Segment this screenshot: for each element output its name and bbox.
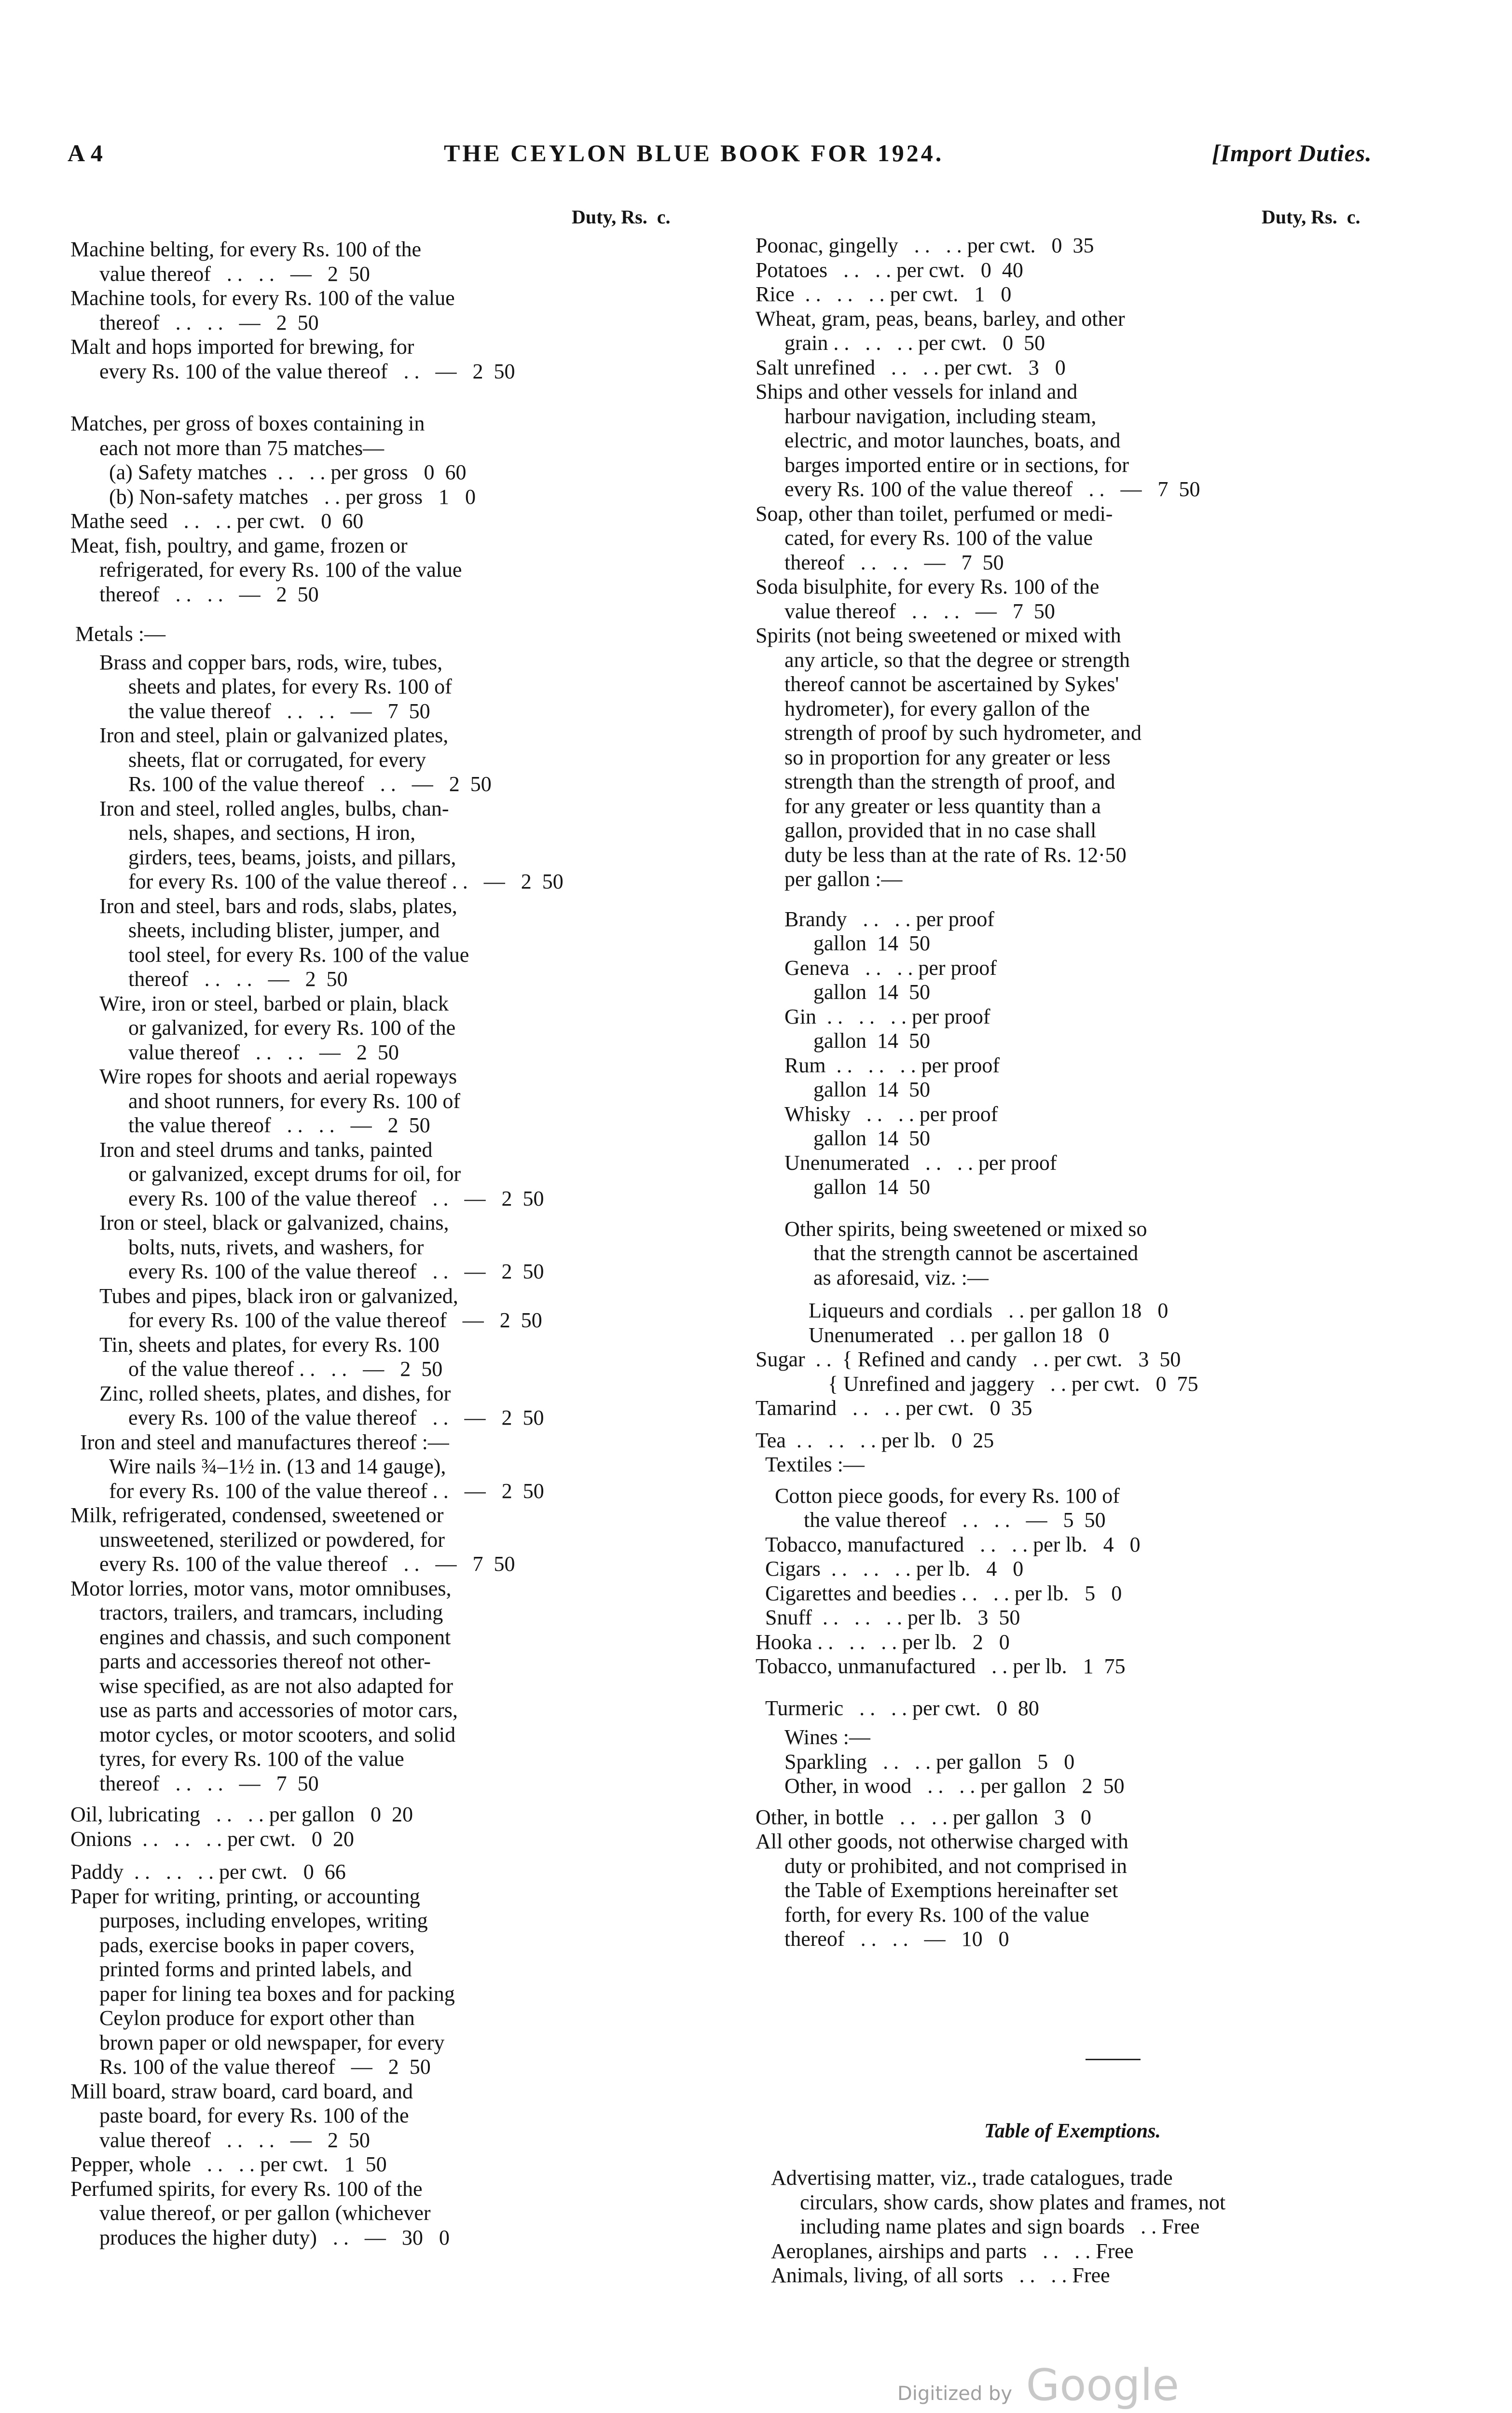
entry-line: Tubes and pipes, black iron or galvanized, [99, 1284, 458, 1308]
entry-line: Sparkling . . . . per gallon 5 0 [784, 1749, 1075, 1774]
entry-line: Brandy . . . . per proof [784, 907, 995, 931]
entry-line: the value thereof . . . . — 7 50 [128, 699, 430, 723]
entry-line: produces the higher duty) . . — 30 0 [99, 2225, 450, 2249]
entry-line: printed forms and printed labels, and [99, 1957, 412, 1981]
entry-line: the value thereof . . . . — 2 50 [128, 1113, 430, 1137]
entry-line: gallon 14 50 [813, 1175, 930, 1199]
entry-line: Iron and steel, bars and rods, slabs, plates, [99, 894, 457, 918]
entry-line: Other, in wood . . . . per gallon 2 50 [784, 1774, 1125, 1798]
entry-line: Hooka . . . . . . per lb. 2 0 [756, 1630, 1010, 1654]
entry-line: Iron and steel drums and tanks, painted [99, 1137, 433, 1162]
entry-line: Tamarind . . . . per cwt. 0 35 [756, 1396, 1032, 1420]
entry-line: sheets, flat or corrugated, for every [128, 748, 426, 772]
entry-line: per gallon :— [784, 867, 903, 891]
entry-line: hydrometer), for every gallon of the [784, 696, 1090, 721]
entry-line: Unenumerated . . per gallon 18 0 [809, 1323, 1110, 1347]
entry-line: the value thereof . . . . — 5 50 [804, 1508, 1106, 1532]
entry-line: Liqueurs and cordials . . per gallon 18 0 [809, 1299, 1168, 1322]
entry-line: Spirits (not being sweetened or mixed with [756, 624, 1121, 647]
entry-line: Machine belting, for every Rs. 100 of the [70, 237, 422, 261]
section-divider [1086, 2059, 1141, 2060]
entry-line: (a) Safety matches . . . . per gross 0 60 [109, 460, 467, 484]
entry-line: Rum . . . . . . per proof [784, 1053, 1000, 1077]
entry-line: parts and accessories thereof not other- [99, 1650, 431, 1673]
entry-line: Paddy . . . . . . per cwt. 0 66 [70, 1860, 346, 1884]
duty-header-left: Duty, Rs. c. [572, 206, 671, 228]
entry-line: sheets, including blister, jumper, and [128, 918, 440, 942]
entry-line: thereof . . . . — 10 0 [784, 1927, 1009, 1951]
entry-line: forth, for every Rs. 100 of the value [784, 1902, 1089, 1927]
entry-line: Onions . . . . . . per cwt. 0 20 [70, 1827, 354, 1851]
entry-line: purposes, including envelopes, writing [99, 1909, 428, 1932]
entry-line: for any greater or less quantity than a [784, 794, 1101, 818]
entry-line: Animals, living, of all sorts . . . . Free [771, 2263, 1110, 2287]
entry-line: thereof . . . . — 2 50 [128, 967, 348, 991]
exemptions-title: Table of Exemptions. [984, 2120, 1161, 2142]
entry-line: Iron and steel and manufactures thereof :— [80, 1430, 449, 1454]
entry-line: Paper for writing, printing, or accounting [70, 1884, 420, 1908]
entry-line: brown paper or old newspaper, for every [99, 2030, 445, 2054]
brand-logo: Google [1026, 2360, 1179, 2411]
entry-line: thereof . . . . — 7 50 [784, 550, 1004, 574]
entry-line: strength than the strength of proof, and [784, 770, 1115, 793]
entry-line: Ships and other vessels for inland and [756, 380, 1078, 403]
entry-line: Wire, iron or steel, barbed or plain, black [99, 991, 449, 1015]
entry-line: tractors, trailers, and tramcars, including [99, 1601, 443, 1624]
entry-line: refrigerated, for every Rs. 100 of the value [99, 558, 462, 582]
entry-line: Poonac, gingelly . . . . per cwt. 0 35 [756, 234, 1094, 257]
entry-line: Wire ropes for shoots and aerial ropeways [99, 1065, 457, 1088]
entry-line: Textiles :— [765, 1453, 865, 1476]
entry-line: value thereof, or per gallon (whichever [99, 2201, 431, 2225]
entry-line: All other goods, not otherwise charged with [756, 1830, 1128, 1853]
entry-line: gallon 14 50 [813, 1078, 930, 1101]
entry-line: and shoot runners, for every Rs. 100 of [128, 1089, 460, 1113]
entry-line: value thereof . . . . — 7 50 [784, 599, 1055, 623]
entry-line: for every Rs. 100 of the value thereof — 2 50 [128, 1308, 542, 1332]
entry-line: value thereof . . . . — 2 50 [99, 2128, 370, 2152]
entry-line: so in proportion for any greater or less [784, 745, 1111, 769]
entry-line: Oil, lubricating . . . . per gallon 0 20 [70, 1803, 413, 1826]
entry-line: every Rs. 100 of the value thereof . . — 2 50 [128, 1260, 544, 1283]
entry-line: bolts, nuts, rivets, and washers, for [128, 1235, 424, 1259]
entry-line: any article, so that the degree or strength [784, 648, 1130, 672]
entry-line: every Rs. 100 of the value thereof . . — 2 50 [128, 1186, 544, 1210]
entry-line: that the strength cannot be ascertained [813, 1241, 1139, 1265]
entry-line: circulars, show cards, show plates and frames, not [800, 2190, 1226, 2214]
entry-line: or galvanized, for every Rs. 100 of the [128, 1016, 456, 1040]
entry-line: Mill board, straw board, card board, and [70, 2079, 413, 2103]
entry-line: Milk, refrigerated, condensed, sweetened or [70, 1503, 444, 1527]
entry-line: gallon, provided that in no case shall [784, 818, 1097, 842]
entry-line: gallon 14 50 [813, 1029, 930, 1053]
entry-line: every Rs. 100 of the value thereof . . — 2 50 [99, 359, 515, 383]
entry-line: Potatoes . . . . per cwt. 0 40 [756, 258, 1023, 282]
entry-line: tyres, for every Rs. 100 of the value [99, 1747, 404, 1771]
entry-line: Mathe seed . . . . per cwt. 0 60 [70, 509, 364, 533]
entry-line: of the value thereof . . . . — 2 50 [128, 1357, 443, 1381]
entry-line: pads, exercise books in paper covers, [99, 1933, 415, 1957]
entry-line: Rice . . . . . . per cwt. 1 0 [756, 282, 1012, 306]
entry-line: thereof cannot be ascertained by Sykes' [784, 672, 1119, 696]
entry-line: use as parts and accessories of motor cars, [99, 1698, 458, 1722]
entry-line: electric, and motor launches, boats, and [784, 429, 1121, 452]
entry-line: including name plates and sign boards . . Free [800, 2215, 1200, 2238]
entry-line: Matches, per gross of boxes containing in [70, 412, 425, 435]
entry-line: value thereof . . . . — 2 50 [128, 1040, 399, 1064]
entry-line: Tobacco, unmanufactured . . per lb. 1 75 [756, 1654, 1126, 1678]
entry-line: duty be less than at the rate of Rs. 12·50 [784, 843, 1127, 867]
entry-line: Malt and hops imported for brewing, for [70, 335, 414, 359]
entry-line: Iron and steel, rolled angles, bulbs, chan- [99, 796, 449, 820]
entry-line: Snuff . . . . . . per lb. 3 50 [765, 1606, 1020, 1629]
entry-line: Ceylon produce for export other than [99, 2006, 415, 2030]
entry-line: Pepper, whole . . . . per cwt. 1 50 [70, 2152, 387, 2176]
entry-line: the Table of Exemptions hereinafter set [784, 1878, 1118, 1902]
entry-line: Iron or steel, black or galvanized, chains, [99, 1211, 449, 1234]
entry-line: Wines :— [784, 1725, 870, 1749]
entry-line: every Rs. 100 of the value thereof . . — 7 50 [784, 477, 1200, 501]
entry-line: Tea . . . . . . per lb. 0 25 [756, 1428, 994, 1452]
entry-line: motor cycles, or motor scooters, and solid [99, 1722, 456, 1747]
entry-line: Tobacco, manufactured . . . . per lb. 4 0 [765, 1532, 1141, 1556]
entry-line: wise specified, as are not also adapted for [99, 1674, 454, 1698]
entry-line: nels, shapes, and sections, H iron, [128, 821, 416, 845]
entry-line: thereof . . . . — 7 50 [99, 1771, 319, 1795]
entry-line: Other, in bottle . . . . per gallon 3 0 [756, 1805, 1092, 1829]
entry-line: Perfumed spirits, for every Rs. 100 of the [70, 2177, 423, 2201]
entry-line: Turmeric . . . . per cwt. 0 80 [765, 1696, 1039, 1720]
entry-line: strength of proof by such hydrometer, and [784, 721, 1141, 745]
entry-line: girders, tees, beams, joists, and pillars, [128, 845, 456, 869]
entry-line: Geneva . . . . per proof [784, 956, 997, 980]
entry-line: Motor lorries, motor vans, motor omnibuses, [70, 1576, 452, 1600]
entry-line: Zinc, rolled sheets, plates, and dishes, for [99, 1381, 451, 1405]
entry-line: Metals :— [75, 622, 165, 646]
page-title: THE CEYLON BLUE BOOK FOR 1924. [444, 139, 944, 166]
entry-line: thereof . . . . — 2 50 [99, 582, 319, 606]
entry-line: for every Rs. 100 of the value thereof . . — 2 50 [128, 870, 564, 893]
entry-line: Machine tools, for every Rs. 100 of the value [70, 286, 455, 310]
entry-line: gallon 14 50 [813, 980, 930, 1004]
entry-line: paste board, for every Rs. 100 of the [99, 2104, 409, 2127]
entry-line: Soap, other than toilet, perfumed or medi- [756, 501, 1113, 526]
entry-line: thereof . . . . — 2 50 [99, 310, 319, 334]
entry-line: every Rs. 100 of the value thereof . . — 7 50 [99, 1552, 515, 1576]
entry-line: every Rs. 100 of the value thereof . . — 2 50 [128, 1406, 544, 1429]
entry-line: Aeroplanes, airships and parts . . . . Free [771, 2239, 1134, 2263]
entry-line: unsweetened, sterilized or powdered, for [99, 1527, 445, 1552]
entry-line: Rs. 100 of the value thereof . . — 2 50 [128, 772, 492, 796]
entry-line: Cigars . . . . . . per lb. 4 0 [765, 1557, 1024, 1581]
section-label: [Import Duties. [1212, 139, 1372, 166]
entry-line: as aforesaid, viz. :— [813, 1265, 989, 1290]
duty-header-right: Duty, Rs. c. [1262, 206, 1361, 228]
entry-line: gallon 14 50 [813, 1126, 930, 1150]
entry-line: tool steel, for every Rs. 100 of the value [128, 943, 469, 967]
entry-line: for every Rs. 100 of the value thereof . . — 2 50 [109, 1479, 544, 1503]
entry-line: value thereof . . . . — 2 50 [99, 262, 370, 286]
entry-line: Other spirits, being sweetened or mixed so [784, 1217, 1147, 1241]
entry-line: Sugar . . { Refined and candy . . per cwt. 3 50 [756, 1347, 1181, 1371]
entry-line: grain . . . . . . per cwt. 0 50 [784, 331, 1045, 355]
entry-line: Rs. 100 of the value thereof — 2 50 [99, 2055, 431, 2079]
entry-line: each not more than 75 matches— [99, 436, 385, 460]
digitized-label: Digitized by [897, 2383, 1012, 2405]
entry-line: paper for lining tea boxes and for packing [99, 1982, 455, 2006]
entry-line: Soda bisulphite, for every Rs. 100 of the [756, 575, 1100, 598]
entry-line: Brass and copper bars, rods, wire, tubes, [99, 650, 443, 674]
entry-line: Gin . . . . . . per proof [784, 1004, 990, 1028]
entry-line: Wheat, gram, peas, beans, barley, and other [756, 306, 1125, 331]
entry-line: engines and chassis, and such component [99, 1625, 451, 1649]
entry-line: cated, for every Rs. 100 of the value [784, 526, 1093, 550]
entry-line: barges imported entire or in sections, for [784, 453, 1129, 477]
entry-line: { Unrefined and jaggery . . per cwt. 0 75 [828, 1372, 1198, 1396]
entry-line: gallon 14 50 [813, 931, 930, 955]
entry-line: Salt unrefined . . . . per cwt. 3 0 [756, 355, 1066, 379]
entry-line: Unenumerated . . . . per proof [784, 1151, 1057, 1175]
entry-line: Meat, fish, poultry, and game, frozen or [70, 533, 408, 557]
page-number: A 4 [68, 139, 103, 166]
entry-line: harbour navigation, including steam, [784, 404, 1097, 428]
digitized-watermark [897, 2360, 1179, 2411]
entry-line: Whisky . . . . per proof [784, 1102, 998, 1126]
entry-line: Cigarettes and beedies . . . . per lb. 5 0 [765, 1581, 1122, 1605]
entry-line: Advertising matter, viz., trade catalogues, trade [771, 2166, 1173, 2190]
entry-line: (b) Non-safety matches . . per gross 1 0 [109, 485, 476, 509]
entry-line: sheets and plates, for every Rs. 100 of [128, 675, 452, 698]
entry-line: Wire nails ¾–1½ in. (13 and 14 gauge), [109, 1455, 446, 1478]
entry-line: Tin, sheets and plates, for every Rs. 100 [99, 1332, 440, 1357]
entry-line: duty or prohibited, and not comprised in [784, 1854, 1127, 1878]
entry-line: or galvanized, except drums for oil, for [128, 1162, 461, 1186]
entry-line: Iron and steel, plain or galvanized plates, [99, 723, 449, 747]
entry-line: Cotton piece goods, for every Rs. 100 of [775, 1484, 1120, 1508]
